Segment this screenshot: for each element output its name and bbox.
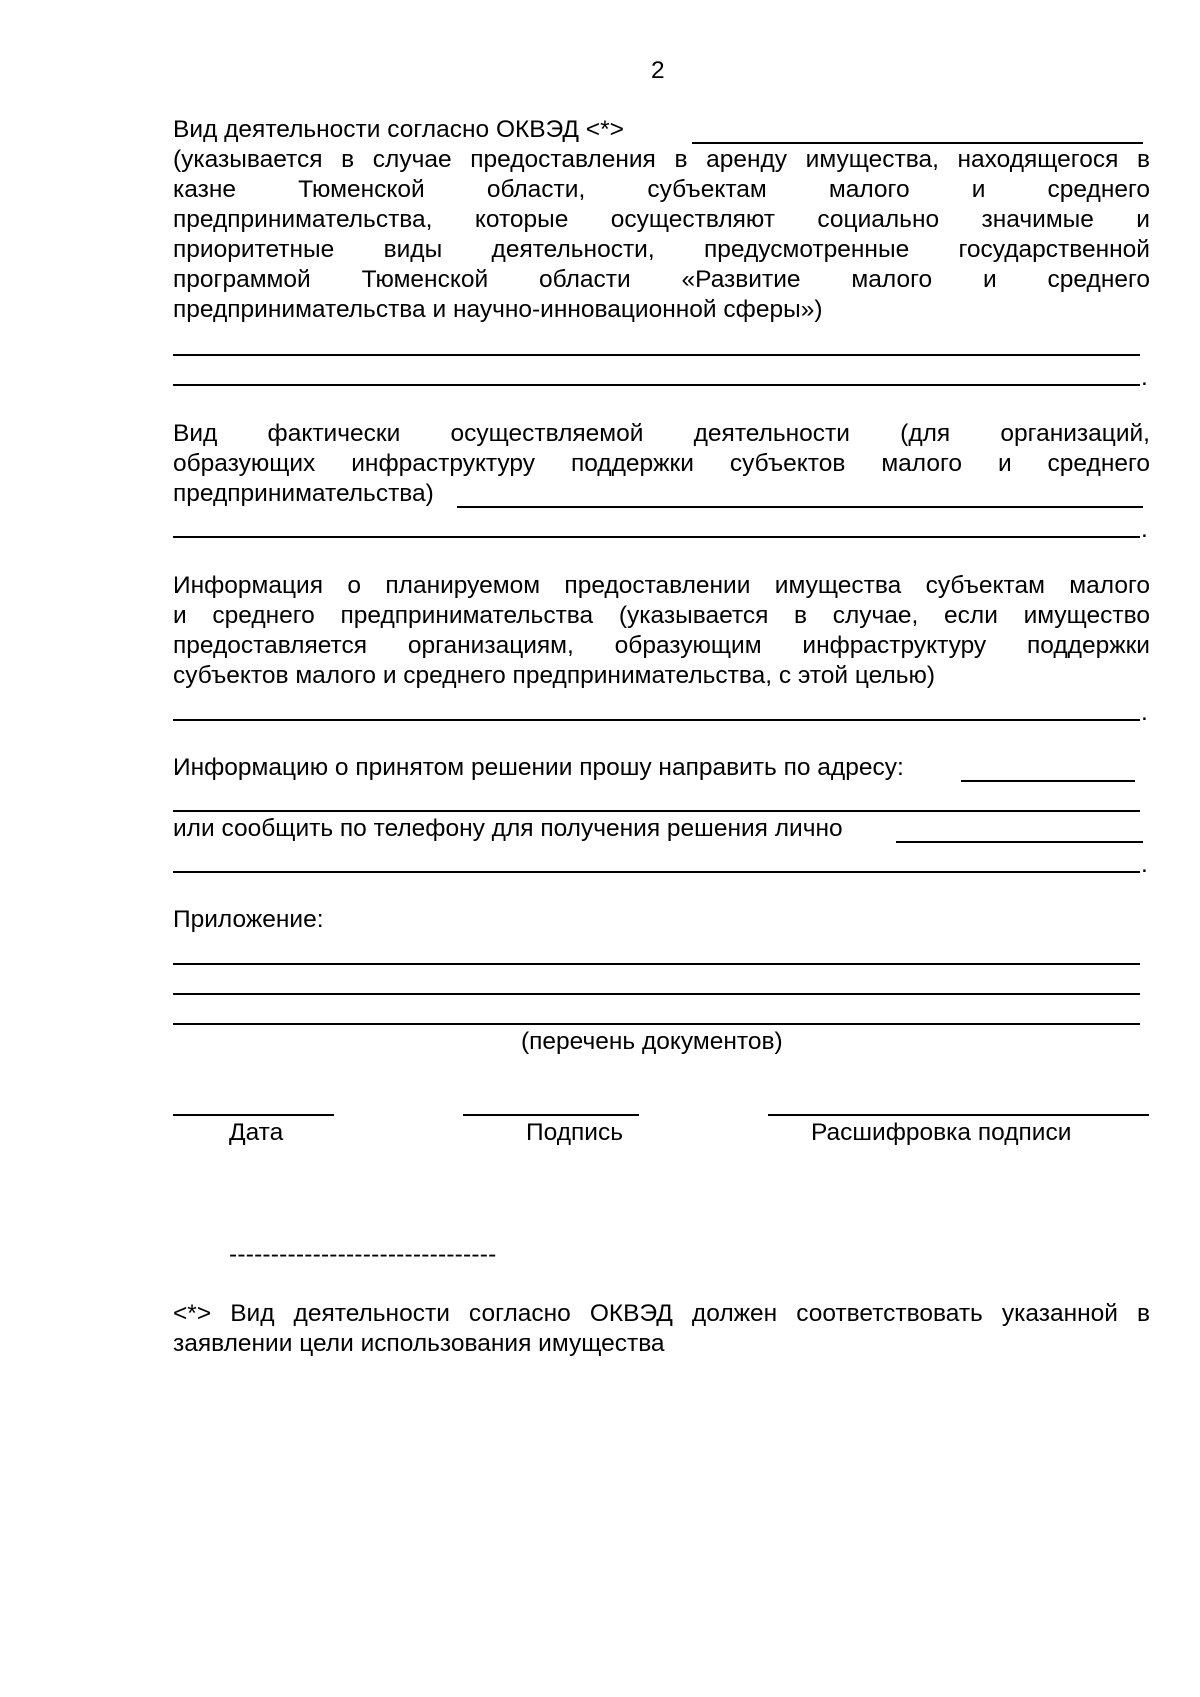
period: . [1141,851,1148,878]
period: . [1141,364,1148,391]
footnote-separator: -------------------------------- [229,1241,497,1268]
okved-note-line-1: (указывается в случае предоставления в аренду имущества, находящегося в [173,146,1150,173]
phone-blank-line[interactable] [173,871,1140,873]
date-caption: Дата [229,1119,284,1146]
okved-blank-line-2[interactable] [173,384,1140,386]
period: . [1141,516,1148,543]
period: . [1141,699,1148,726]
actual-activity-line-2: образующих инфраструктуру поддержки субъектов малого и среднего [173,450,1150,477]
okved-blank-line-1[interactable] [173,354,1140,356]
actual-activity-line-1: Вид фактически осуществляемой деятельности (для организаций, [173,420,1150,447]
signature-decoding-caption: Расшифровка подписи [811,1119,1072,1146]
planned-info-blank-line[interactable] [173,719,1140,721]
planned-info-line-1: Информация о планируемом предоставлении имущества субъектам малого [173,572,1150,599]
address-label: Информацию о принятом решении прошу направить по адресу: [173,754,904,781]
planned-info-line-3: предоставляется организациям, образующим инфраструктуру поддержки [173,632,1150,659]
signature-line[interactable] [463,1114,639,1116]
footnote-line-2: заявлении цели использования имущества [173,1330,665,1357]
okved-note-line-5: программой Тюменской области «Развитие малого и среднего [173,266,1150,293]
okved-label: Вид деятельности согласно ОКВЭД <*> [173,116,624,143]
attachment-line-1[interactable] [173,963,1140,965]
attachment-label: Приложение: [173,906,324,933]
address-blank-line[interactable] [173,810,1140,812]
okved-note-line-6: предпринимательства и научно-инновационной сферы») [173,296,823,323]
phone-input-line[interactable] [896,841,1143,843]
okved-note-line-4: приоритетные виды деятельности, предусмотренные государственной [173,236,1150,263]
page-number: 2 [651,57,665,84]
okved-note-line-2: казне Тюменской области, субъектам малого и среднего [173,176,1150,203]
phone-label: или сообщить по телефону для получения решения лично [173,815,843,842]
planned-info-line-2: и среднего предпринимательства (указывается в случае, если имущество [173,602,1150,629]
actual-activity-input-line[interactable] [457,506,1143,508]
attachment-line-3[interactable] [173,1023,1140,1025]
actual-activity-line-3: предпринимательства) [173,480,434,507]
documents-caption: (перечень документов) [521,1028,783,1055]
address-input-line[interactable] [961,780,1135,782]
attachment-line-2[interactable] [173,993,1140,995]
signature-caption: Подпись [526,1119,623,1146]
footnote-line-1: <*> Вид деятельности согласно ОКВЭД должен соответствовать указанной в [173,1300,1150,1327]
date-line[interactable] [173,1114,334,1116]
signature-decoding-line[interactable] [768,1114,1149,1116]
okved-note-line-3: предпринимательства, которые осуществляют социально значимые и [173,206,1150,233]
planned-info-line-4: субъектов малого и среднего предпринимательства, с этой целью) [173,662,936,689]
actual-activity-blank-line[interactable] [173,536,1140,538]
okved-input-line[interactable] [692,142,1143,144]
